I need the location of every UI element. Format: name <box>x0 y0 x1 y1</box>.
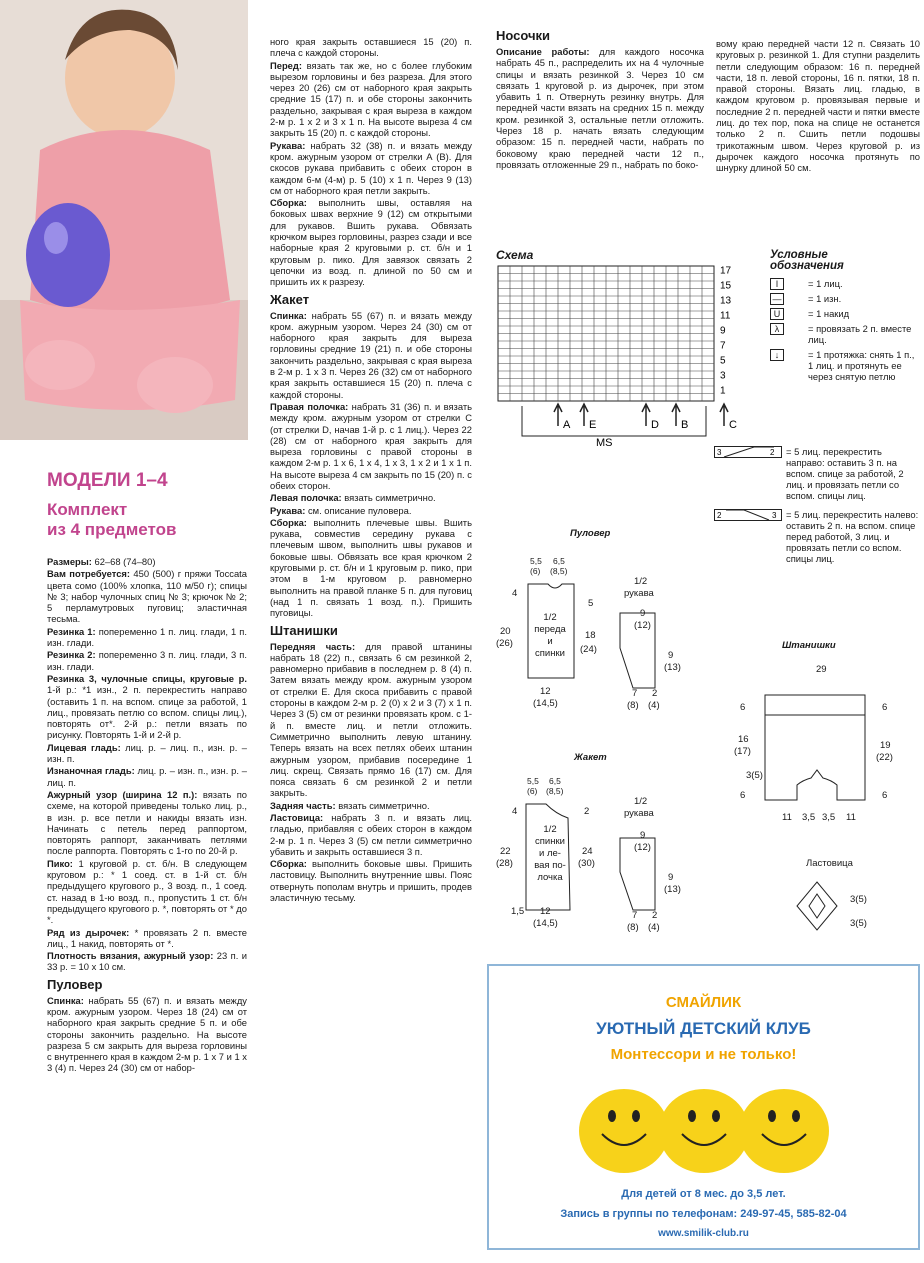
legend-item <box>770 308 920 319</box>
advertisement[interactable] <box>487 964 920 1250</box>
p-stopb: (12) <box>634 620 651 631</box>
p-srightb: (13) <box>664 662 681 673</box>
scheme-row-label: 9 <box>720 325 726 337</box>
para-face: Лицевая гладь: лиц. р. – лиц. п., изн. р. – изн. п. <box>47 741 247 765</box>
scheme-arrow <box>672 404 680 426</box>
legend-symbol-icon: U <box>770 308 784 320</box>
legend-text: = 1 протяжка: снять 1 п., 1 лиц. и протянуть ее через снятую петлю <box>808 349 915 382</box>
j-left1: 4 <box>512 806 518 817</box>
svg-text:3: 3 <box>772 511 777 520</box>
legend-symbol-icon: — <box>770 293 784 305</box>
legend-items <box>770 278 920 382</box>
scheme-row-label: 11 <box>720 310 731 322</box>
para-jassembly: Сборка: выполнить плечевые швы. Вшить рукава, совместив середину рукава с плечевым швом, выполнить швы рукавов и боковые швы. Обвязать все края крючком 2 круговыми р. ст. б/н и 1 круговым р. пико, при этом в 1-м круговом р. равномерно выполнить на правой планке 5 п. для пуговиц (над 1 п. связать 1 возд. п.). Пришить пуговицы. <box>270 516 472 619</box>
p-top2: 6,5 <box>553 556 565 566</box>
j-top2: 6,5 <box>549 776 561 786</box>
pants-top: 29 <box>816 664 827 675</box>
jacket-heading: Жакет <box>270 291 310 307</box>
j-right1: 2 <box>584 806 590 817</box>
p-top2b: (8,5) <box>550 566 568 576</box>
p-sleeve: рукава <box>624 588 654 599</box>
p-inner4: спинки <box>535 648 565 659</box>
j-right2b: (30) <box>578 858 595 869</box>
para-rib2: Резинка 2: попеременно 3 п. лиц. глади, 3 п. изн. глади. <box>47 649 247 672</box>
j-sb1: 7 <box>632 910 638 921</box>
ad-phones[interactable]: Запись в группы по телефонам: 249-97-45, 585-82-04 <box>560 1208 847 1220</box>
j-sleeve: рукава <box>624 808 654 819</box>
para-density: Плотность вязания, ажурный узор: 23 п. и 33 р. = 10 х 10 см. <box>47 950 247 973</box>
pants-r1: 6 <box>882 702 888 713</box>
cross-left-icon <box>714 509 782 521</box>
pullover-heading: Пуловер <box>47 976 103 992</box>
svg-text:2: 2 <box>717 511 722 520</box>
p-inner3: и <box>547 636 553 647</box>
gusset-v1: 3(5) <box>850 894 867 905</box>
column-3 <box>496 28 704 238</box>
column-2 <box>270 36 472 1256</box>
subtitle-line-1: Комплект <box>47 500 128 519</box>
p-right2b: (24) <box>580 644 597 655</box>
smiley-balls <box>574 1076 834 1186</box>
scheme-arrow <box>580 404 588 426</box>
para-passembly: Сборка: выполнить боковые швы. Пришить ластовицу. Выполнить внутренние швы. Пояс отвернуть пополам внутрь и пришить, продев эластичную тесьму. <box>270 858 472 904</box>
j-bl: 1,5 <box>511 906 525 917</box>
j-top2b: (8,5) <box>546 786 564 796</box>
socks-heading: Носочки <box>496 28 551 43</box>
scheme-row-label: 3 <box>720 370 726 382</box>
pants-l2: 16 <box>738 734 749 745</box>
legend-text: = 1 накид <box>808 308 850 319</box>
scheme-row-label: 13 <box>720 295 732 307</box>
scheme-arrow-label: C <box>729 419 737 431</box>
j-inner1: 1/2 <box>543 824 557 835</box>
legend-title-2: обозначения <box>770 260 844 272</box>
ad-url[interactable]: www.smilik-club.ru <box>658 1228 749 1239</box>
scheme-grid <box>496 264 761 452</box>
para-pback: Задняя часть: вязать симметрично. <box>270 799 430 811</box>
p-half: 1/2 <box>634 576 648 587</box>
para-lace: Ажурный узор (ширина 12 п.): вязать по схеме, на которой приведены только лиц. р., в изн. р. все петли и накиды вязать изн. Начинать с петель перед раппортом, повторять раппорт, заканчивать петлями после раппорта. Повторять с 1-го по 20-й р. <box>47 788 247 857</box>
para-front: Перед: вязать так же, но с более глубоким вырезом горловины и без разреза. Для этого через 20 (26) см от наборного края закрыть средние 15 (17) п. и обе стороны закончить раздельно, закрывая с края выреза в каждом 2-м р. 1 х 2 и 3 х 1 п. На высоте выреза 4 см закрыть 15 (20) п. с каждой стороны. <box>270 59 472 139</box>
j-bottom: 12 <box>540 906 551 917</box>
j-inner <box>527 824 573 884</box>
scheme-row-label: 15 <box>720 280 732 292</box>
p-top1: 5,5 <box>530 556 542 566</box>
gusset-v2: 3(5) <box>850 918 867 929</box>
p-left2: 20 <box>500 626 511 637</box>
column-4 <box>716 38 920 238</box>
para-pfront: Передняя часть: для правой штанины набрать 18 (22) п., связать 6 см резинкой 2, равномерно прибавив в последнем р. 8 (4) п. Затем вязать между кром. ажурным узором от стрелки Е. Для скоса прибавить с правой стороны в каждом 2-м р. 2 (0) х 2 и 3 (7) х 1 п. Через 3 (5) см от резинки провязать кром. с 1-й п. вместе лиц. и петли отложить. Симметрично выполнить левую штанину. Теперь вязать на всех петлях обеих штанин ажурным узором, прибавив посередине 1 лиц. скрещ. Связать прямо 16 (17) см. Для пояса связать 6 см резинкой 2 и петли закрыть. <box>270 640 472 799</box>
legend-item <box>770 349 920 382</box>
j-half: 1/2 <box>634 796 648 807</box>
legend-symbol-icon: I <box>770 278 784 290</box>
j-top1: 5,5 <box>527 776 539 786</box>
scheme-arrow <box>642 404 650 426</box>
para-jsleeves: Рукава: см. описание пуловера. <box>270 504 412 516</box>
p-sb2b: (4) <box>648 700 660 711</box>
scheme-row-label: 17 <box>720 265 732 277</box>
svg-text:3: 3 <box>717 448 722 457</box>
p-sb2: 2 <box>652 688 658 699</box>
legend-cross <box>714 446 922 564</box>
para-rib3: Резинка 3, чулочные спицы, круговые р. 1-й р.: *1 изн., 2 п. перекрестить направо (оставить 1 п. на вспом. спице за работой, 1 лиц., провязать петлю со вспом. спицы лиц.), повторять от*. 2-й р.: петли вязать по рисунку. Повторять 1-й и 2-й р. <box>47 672 247 741</box>
ad-montessori: Монтессори и не только! <box>610 1046 797 1063</box>
p-sb1b: (8) <box>627 700 639 711</box>
baby-photo <box>0 0 248 440</box>
scheme-row-label: 7 <box>720 340 726 352</box>
pants-b1: 11 <box>782 812 792 823</box>
gusset-title: Ластовица <box>806 858 853 869</box>
para-rib1: Резинка 1: попеременно 1 п. лиц. глади, 1 п. изн. глади. <box>47 625 247 649</box>
legend-item <box>770 293 920 304</box>
pants-heading: Штанишки <box>270 622 338 638</box>
scheme-title: Схема <box>496 248 534 262</box>
scheme-ms-bracket <box>522 406 706 436</box>
legend-item <box>770 278 920 289</box>
j-sb1b: (8) <box>627 922 639 933</box>
j-sb2b: (4) <box>648 922 660 933</box>
j-inner3: и ле- <box>539 848 561 859</box>
p-stop: 9 <box>640 608 646 619</box>
p-inner2: переда <box>534 624 566 635</box>
svg-text:2: 2 <box>770 448 775 457</box>
para-gusset: Ластовица: набрать 3 п. и вязать лиц. гладью, прибавляя с обеих сторон в каждом 2-м р. 1 п. Через 3 (5) см петли симметрично убавить и закрыть оставшиеся 3 п. <box>270 812 472 857</box>
cross-right-icon <box>714 446 782 458</box>
pants-r3: 6 <box>882 790 888 801</box>
para-pico: Пико: 1 круговой р. ст. б/н. В следующем круговом р.: * 1 соед. ст. в 1-й ст. б/н предыдущего кругового р., 3 возд. п., 1 соед. ст. назад в 1-ю возд. п., пропустить 1 ст. б/н предыдущего кругового р. *, повторять от * до *. <box>47 857 247 926</box>
p-inner <box>530 612 570 660</box>
scheme-arrow-label: A <box>563 419 571 431</box>
j-left2: 22 <box>500 846 511 857</box>
scheme-arrow <box>554 404 562 426</box>
j-sright: 9 <box>668 872 674 883</box>
pullover-diagram-title: Пуловер <box>570 528 611 539</box>
pants-b3: 3,5 <box>822 812 836 823</box>
para-p1: ного края закрыть оставшиеся 15 (20) п. плеча с каждой стороны. <box>270 36 472 59</box>
p-bottom: 12 <box>540 686 551 697</box>
scheme-arrow-label: B <box>681 419 689 431</box>
pants-l2b: (17) <box>734 746 751 757</box>
baby-illustration <box>0 0 248 440</box>
p-right2: 18 <box>585 630 596 641</box>
gusset-diagram <box>792 874 852 944</box>
pants-l4: 6 <box>740 790 746 801</box>
j-srightb: (13) <box>664 884 681 895</box>
p-sright: 9 <box>668 650 674 661</box>
j-sb2: 2 <box>652 910 658 921</box>
j-inner2: спинки <box>535 836 565 847</box>
subtitle-line-2: из 4 предметов <box>47 520 177 539</box>
ad-club: УЮТНЫЙ ДЕТСКИЙ КЛУБ <box>596 1019 811 1038</box>
j-right2: 24 <box>582 846 593 857</box>
pants-diagram-title: Штанишки <box>782 640 836 651</box>
scheme-ms-label: MS <box>596 437 613 449</box>
legend-text: = 1 изн. <box>808 293 842 304</box>
para-jright: Правая полочка: набрать 31 (36) п. и вязать между кром. ажурным узором от стрелки С (от стрелки D, начав 1-й р. с 1 лиц.). Через 22 (28) см от наборного края закрыть для выреза горловины с правой стороны в каждом 2-м р. 1 х 6, 1 х 4, 1 х 3, 1 х 2 и 1 х 1 п. На высоте выреза 4 см закрыть по 15 (20) п. с обеих сторон. <box>270 400 472 491</box>
p-inner1: 1/2 <box>543 612 557 623</box>
p-left2b: (26) <box>496 638 513 649</box>
para-jleft: Левая полочка: вязать симметрично. <box>270 492 436 504</box>
cross-right-text: = 5 лиц. перекрестить направо: оставить 3 п. на вспом. спице за работой, 2 лиц. и провязать петли со вспом. спицы лиц. <box>786 446 904 501</box>
para-socks: Описание работы: для каждого носочка набрать 45 п., распределить их на 4 чулочные спицы и вязать резинкой 3. Через 10 см связать 1 круговой р. из дырочек, при этом убавить 1 п. Отвернуть резинку внутрь. Для передней части вязать на средних 15 п. между кром. резинкой 3, остальные петли отложить. Через 18 р. начать вязать следующим образом: 15 п. передней части, набрать по боковому краю передней части 12 п., провязать отложенные 29 п., набрать по боко- <box>496 46 704 170</box>
pants-r2b: (22) <box>876 752 893 763</box>
legend-text: = провязать 2 п. вместе лиц. <box>808 323 912 345</box>
ad-age: Для детей от 8 мес. до 3,5 лет. <box>621 1188 786 1200</box>
para-back: Спинка: набрать 55 (67) п. и вязать между кром. ажурным узором. Через 18 (24) см от наборного края закрыть средние 5 п. и обе стороны закончить раздельно. На высоте разреза 5 см закрыть для выреза горловины с внутреннего края в каждом 2-м р. 1 х 7 и 1 х 3 (4) п. Через 24 (30) см от набор- <box>47 994 247 1074</box>
p-bottomb: (14,5) <box>533 698 558 709</box>
j-inner5: лочка <box>537 872 563 883</box>
scheme-row-label: 1 <box>720 385 726 397</box>
scheme-row-label: 5 <box>720 355 726 367</box>
scheme-arrow-label: D <box>651 419 659 431</box>
legend-symbol-icon: λ <box>770 323 784 335</box>
scheme-arrow <box>720 404 728 426</box>
pants-r2: 19 <box>880 740 891 751</box>
p-left1: 4 <box>512 588 518 599</box>
j-stop: 9 <box>640 830 646 841</box>
jacket-diagram-title: Жакет <box>574 752 607 763</box>
j-stopb: (12) <box>634 842 651 853</box>
para-holes: Ряд из дырочек: * провязать 2 п. вместе лиц., 1 накид, повторять от *. <box>47 926 247 949</box>
legend-title-1: Условные <box>770 249 828 261</box>
cross-left-text: = 5 лиц. перекрестить налево: оставить 2 п. на вспом. спице перед работой, 3 лиц. и провязать петли со вспом. спицы лиц. <box>786 509 919 564</box>
para-socks-cont: вому краю передней части 12 п. Связать 10 круговых р. резинкой 1. Для ступни разделить петли следующим образом: 16 п. передней части, 18 п. левой стороны, 16 п. пятки, 18 п. правой стороны. Вязать лиц. гладью, в каждом круговом р. провязывая первые и последние 2 п. передней части и пятки вместе лиц. до тех пор, пока на спице не останется только 2 п. Сшить петли подошвы трикотажным швом. Через круговой р. из дырочек каждого носочка протянуть по шнурку длиной 50 см. <box>716 38 920 174</box>
para-purl: Изнаночная гладь: лиц. р. – изн. п., изн. р. – лиц. п. <box>47 765 247 788</box>
ad-brand: СМАЙЛИК <box>665 994 742 1011</box>
para-sizes: Размеры: 62–68 (74–80) <box>47 556 156 567</box>
legend-item <box>770 323 920 345</box>
p-sb1: 7 <box>632 688 638 699</box>
legend-text: = 1 лиц. <box>808 278 843 289</box>
j-bottomb: (14,5) <box>533 918 558 929</box>
j-top1b: (6) <box>527 786 538 796</box>
scheme-arrow-label: E <box>589 419 597 431</box>
p-right1: 5 <box>588 598 594 609</box>
para-needs: Вам потребуется: 450 (500) г пряжи Toccata цвета сомо (100% хлопка, 110 м/50 г); спицы № 3; набор чулочных спиц № 3; крючок № 2; 5 перламутровых пуговиц; эластичная тесьма. <box>47 568 247 625</box>
p-top1b: (6) <box>530 566 541 576</box>
legend <box>770 250 920 386</box>
legend-symbol-icon: ↓ <box>770 349 784 361</box>
para-sleeves: Рукава: набрать 32 (38) п. и вязать между кром. ажурным узором от стрелки А (В). Для скосов рукава прибавить с обеих сторон в каждом 6-м (4-м) р. 5 (10) х 1 п. Через 9 (13) см от наборного края петли закрыть. <box>270 139 472 196</box>
para-assembly: Сборка: выполнить швы, оставляя на боковых швах верхние 9 (12) см открытыми для рукавов. Вшить рукава. Обвязать крючком вырез горловины, разрез сзади и все наборные края 2 круговыми р. ст. б/н и 1 круговым р. пико. Для завязок связать 2 цепочки из возд. п. длиной по 50 см и пришить их к разрезу. <box>270 197 472 288</box>
pants-b2: 3,5 <box>802 812 816 823</box>
column-1 <box>47 556 247 1256</box>
pants-l1: 6 <box>740 702 746 713</box>
j-inner4: вая по- <box>534 860 566 871</box>
j-left2b: (28) <box>496 858 513 869</box>
para-jback: Спинка: набрать 55 (67) п. и вязать между кром. ажурным узором. Через 24 (30) см от наборного края закрыть для выреза горловины средние 19 (21) п. и обе стороны закончить раздельно, закрывая с края выреза в 2-м р. 1 х 3 п. Через 26 (32) см от наборного края закрыть оставшиеся 15 (20) п. плеча с каждой стороны. <box>270 309 472 400</box>
pants-b4: 11 <box>846 812 856 823</box>
pants-l3: 3(5) <box>746 770 763 781</box>
models-subtitle <box>47 500 176 540</box>
models-title: МОДЕЛИ 1–4 <box>47 470 168 491</box>
